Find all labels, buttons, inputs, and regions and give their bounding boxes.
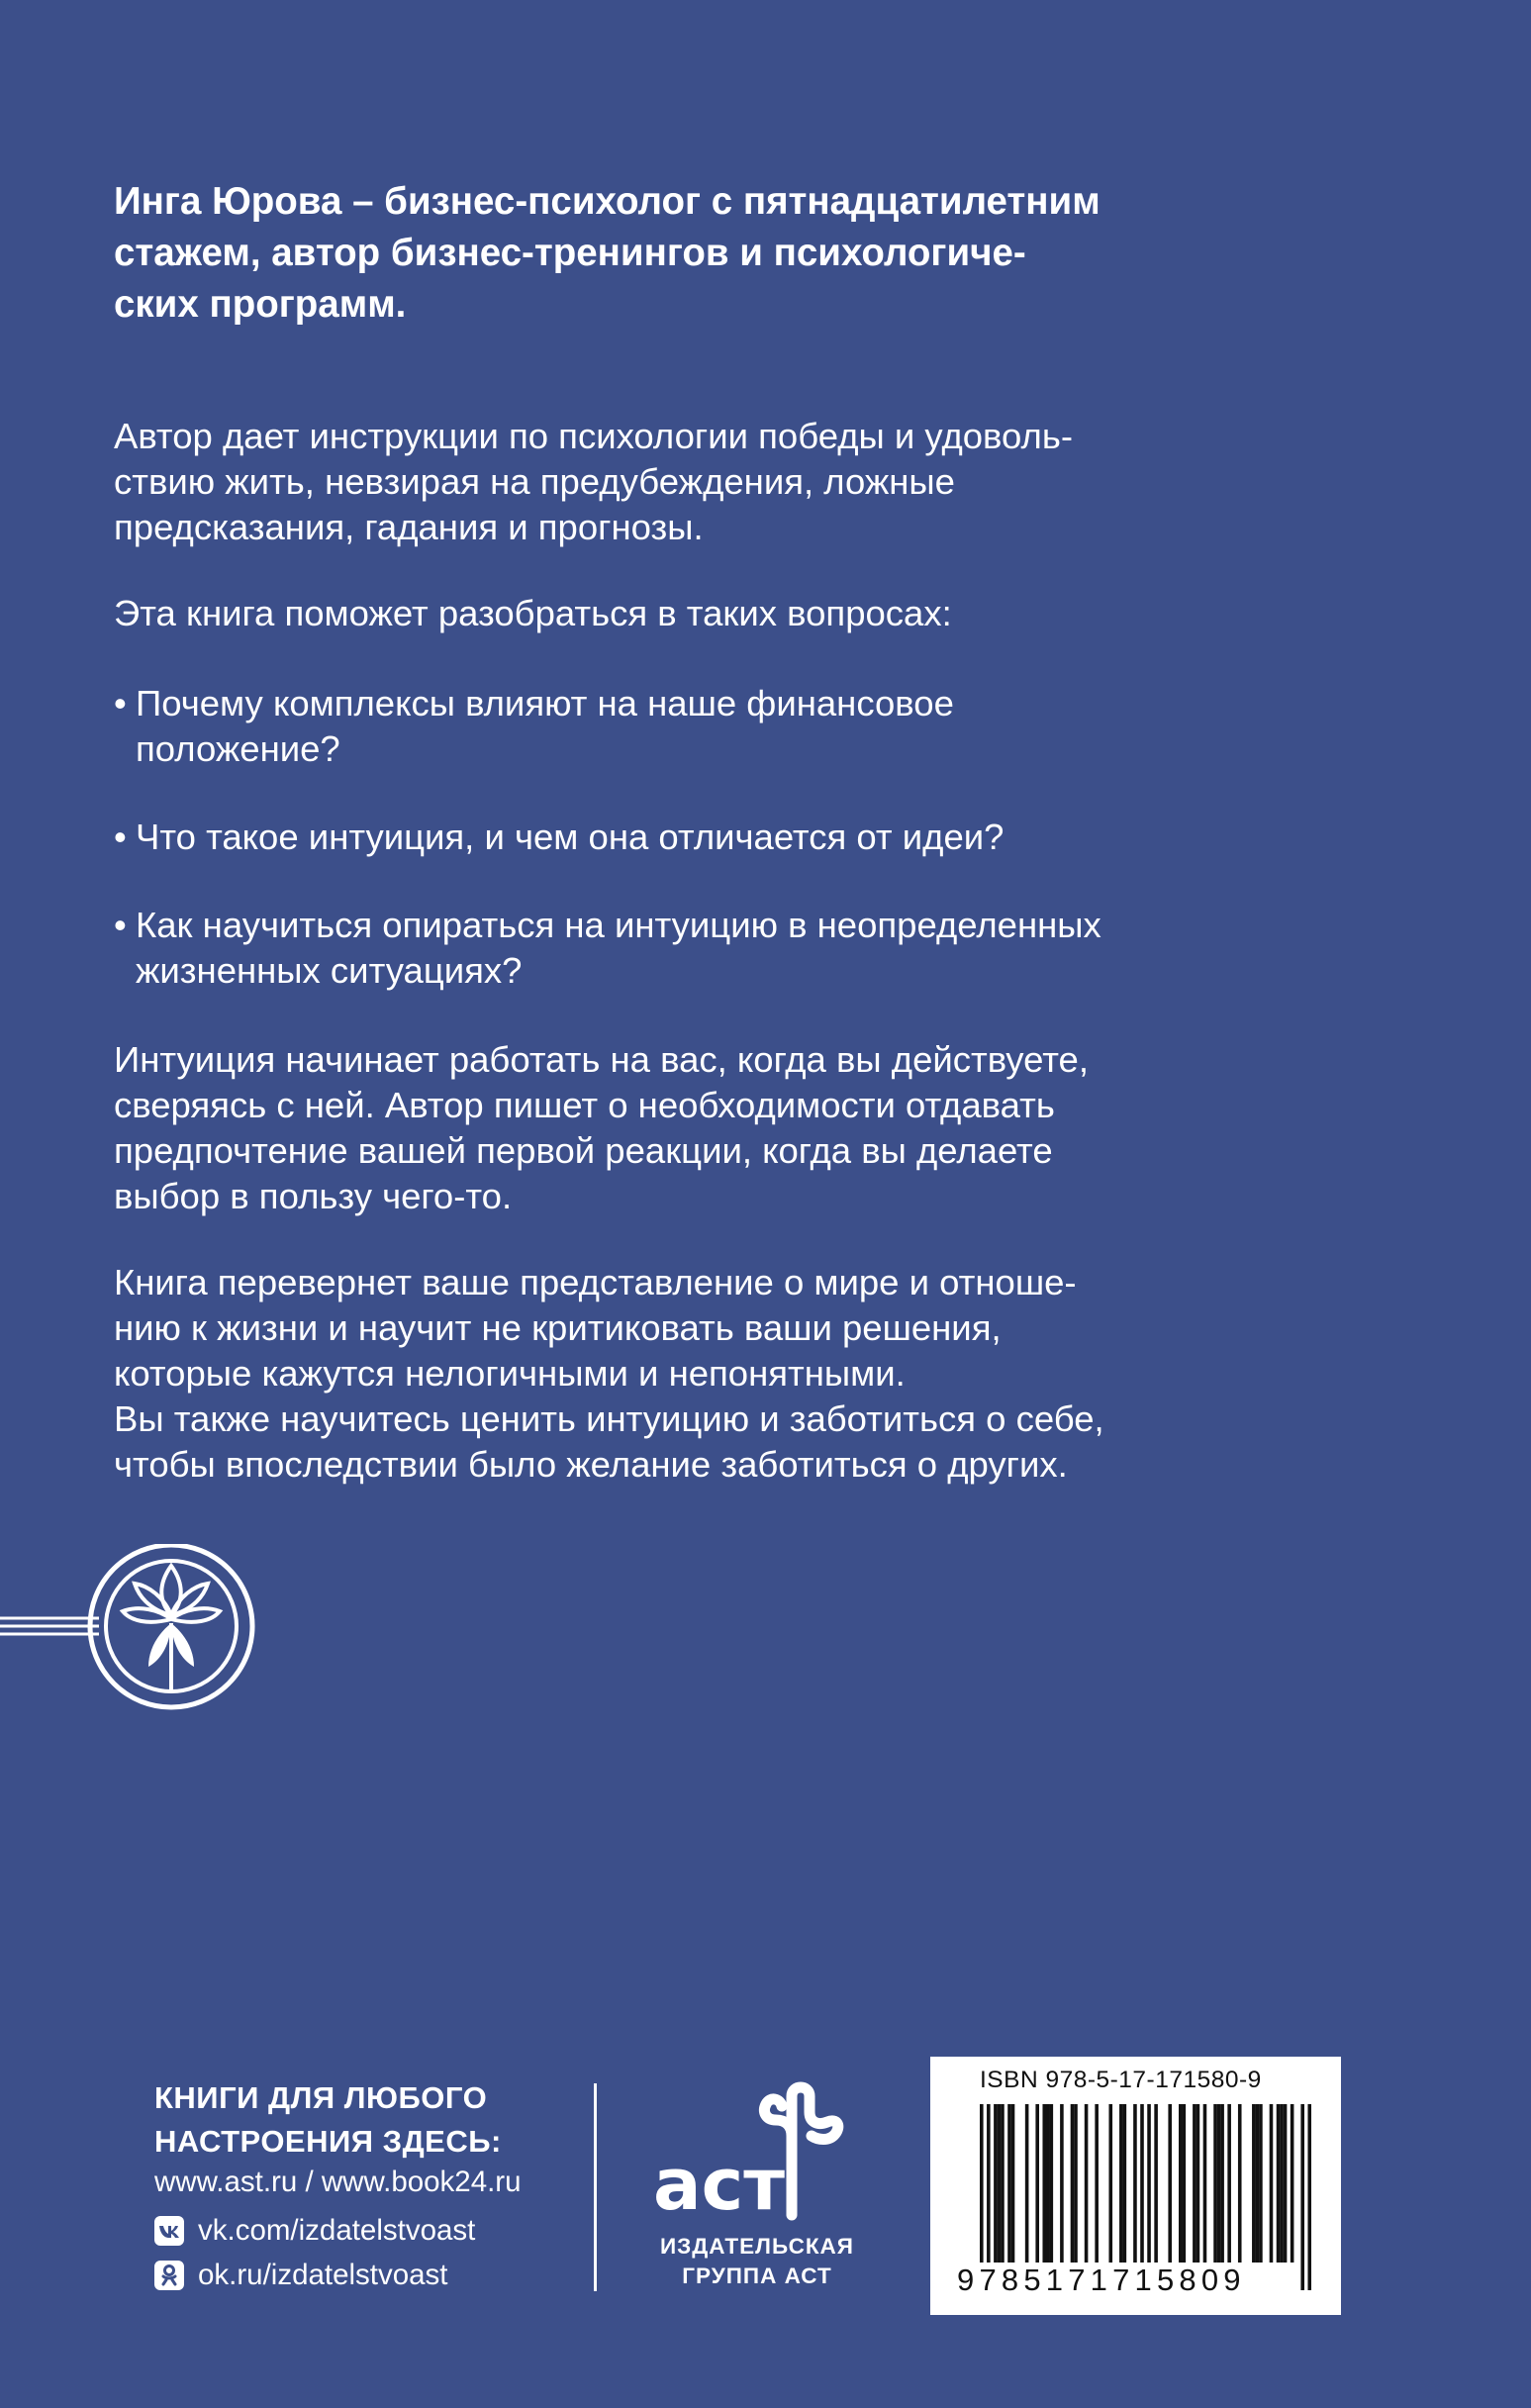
barcode-bar: [1042, 2104, 1046, 2263]
barcode-bar: [1108, 2104, 1112, 2263]
barcode-bar: [1007, 2104, 1011, 2263]
paragraph-line: Вы также научитесь ценить интуицию и заботиться о себе,: [114, 1398, 1104, 1439]
author-bio: [114, 176, 1351, 331]
paragraph-line: сверяясь с ней. Автор пишет о необходимости отдавать: [114, 1085, 1055, 1125]
bullet-line: положение?: [136, 728, 340, 769]
bullet-line: жизненных ситуациях?: [136, 950, 523, 991]
barcode-bar: [1220, 2104, 1224, 2263]
paragraph-line: Автор дает инструкции по психологии победы и удоволь-: [114, 416, 1073, 456]
barcode-bar: [1193, 2104, 1196, 2263]
paragraph-line: нию к жизни и научит не критиковать ваши решения,: [114, 1307, 1002, 1348]
barcode-bar: [1095, 2104, 1099, 2263]
paragraph-line: ствию жить, невзирая на предубеждения, ложные: [114, 461, 955, 502]
bullet-line: Что такое интуиция, и чем она отличается от идеи?: [136, 817, 1005, 857]
author-bio-line: стажем, автор бизнес-тренингов и психологиче-: [114, 232, 1026, 274]
barcode-bar: [1025, 2104, 1029, 2263]
paragraph-line: Интуиция начинает работать на вас, когда вы действуете,: [114, 1039, 1089, 1080]
barcode-bar: [994, 2104, 998, 2263]
ast-logo-icon: [643, 2076, 871, 2223]
barcode-bar: [1071, 2104, 1075, 2263]
barcode-bar: [1085, 2104, 1089, 2263]
ok-link[interactable]: [154, 2257, 448, 2294]
paragraph-line: предпочтение вашей первой реакции, когда вы делаете: [114, 1130, 1053, 1171]
question-bullet: [114, 903, 1361, 994]
barcode-bar: [1217, 2104, 1221, 2263]
publisher-name: [623, 2232, 891, 2291]
barcode-bar: [1227, 2104, 1231, 2263]
promo-title-line: НАСТРОЕНИЯ ЗДЕСЬ:: [154, 2124, 502, 2159]
barcode-box: [930, 2057, 1341, 2315]
book-promise-paragraph: [114, 1260, 1361, 1488]
ast-logo-text: аст: [653, 2143, 785, 2223]
paragraph-line: выбор в пользу чего-то.: [114, 1176, 513, 1216]
question-bullet: [114, 815, 1361, 860]
bullet-marker: •: [114, 817, 127, 857]
bullet-text: [136, 815, 1361, 860]
isbn-label: ISBN 978-5-17-171580-9: [980, 2067, 1262, 2093]
barcode-bar: [1284, 2104, 1288, 2263]
barcode-bar: [1196, 2104, 1200, 2263]
questions-intro: Эта книга поможет разобраться в таких вопросах:: [114, 593, 952, 633]
barcode-bar: [1203, 2104, 1207, 2263]
barcode-bar: [998, 2104, 1002, 2263]
barcode-bar: [1256, 2104, 1260, 2263]
barcode-bar: [1074, 2104, 1078, 2263]
vk-link[interactable]: [154, 2212, 475, 2250]
barcode-bar: [1280, 2104, 1284, 2263]
author-bio-line: Инга Юрова – бизнес-психолог с пятнадцатилетним: [114, 180, 1100, 223]
promo-title-line: КНИГИ ДЛЯ ЛЮБОГО: [154, 2080, 488, 2115]
barcode-bar: [1060, 2104, 1064, 2263]
bullet-text: [136, 681, 1361, 772]
barcode-bar: [1035, 2104, 1039, 2263]
barcode-bar: [1277, 2104, 1281, 2263]
bullet-line: Почему комплексы влияют на наше финансовое: [136, 683, 954, 723]
question-bullet: [114, 681, 1361, 772]
lotus-emblem-icon: [0, 1544, 267, 1712]
barcode-bar: [1291, 2104, 1294, 2263]
paragraph-line: которые кажутся нелогичными и непонятными.: [114, 1353, 906, 1394]
author-bio-line: ских программ.: [114, 283, 407, 326]
paragraph-line: предсказания, гадания и прогнозы.: [114, 507, 704, 547]
bullet-marker: •: [114, 905, 127, 945]
ok-icon: [154, 2261, 184, 2290]
barcode-bar: [1179, 2104, 1183, 2263]
intuition-paragraph: [114, 1037, 1361, 1219]
bullet-text: [136, 903, 1361, 994]
barcode-bar: [1238, 2104, 1242, 2263]
barcode-bar: [1270, 2104, 1274, 2263]
bullet-line: Как научиться опираться на интуицию в неопределенных: [136, 905, 1101, 945]
barcode-bar: [1050, 2104, 1054, 2263]
vk-link-text: vk.com/izdatelstvoast: [198, 2214, 476, 2247]
websites-link[interactable]: www.ast.ru / www.book24.ru: [154, 2166, 522, 2198]
barcode-bar: [1046, 2104, 1050, 2263]
paragraph-line: Книга перевернет ваше представление о мире и отноше-: [114, 1262, 1077, 1302]
barcode-bar: [1001, 2104, 1005, 2263]
description-paragraph: [114, 414, 1361, 550]
barcode-bar: [1259, 2104, 1263, 2263]
barcode-bar: [1133, 2104, 1137, 2263]
barcode-bar: [1252, 2104, 1256, 2263]
barcode-bar: [1119, 2104, 1123, 2263]
publisher-name-line: ГРУППА АСТ: [682, 2264, 832, 2288]
barcode-bar: [1011, 2104, 1015, 2263]
vertical-divider: [594, 2083, 597, 2291]
barcode-bar: [1154, 2104, 1158, 2263]
promo-title: [154, 2076, 590, 2164]
barcode-digits-text: 9785171715809: [957, 2263, 1246, 2297]
ok-link-text: ok.ru/izdatelstvoast: [198, 2259, 448, 2291]
barcode-bar: [1183, 2104, 1187, 2263]
bullet-marker: •: [114, 683, 127, 723]
barcode-digits: [957, 2263, 1323, 2298]
barcode-bar: [1213, 2104, 1217, 2263]
barcode-bar: [1123, 2104, 1127, 2263]
vk-icon: [154, 2216, 184, 2246]
publisher-name-line: ИЗДАТЕЛЬСКАЯ: [660, 2234, 854, 2259]
paragraph-line: чтобы впоследствии было желание заботиться о других.: [114, 1444, 1068, 1485]
barcode-bar: [1168, 2104, 1172, 2263]
